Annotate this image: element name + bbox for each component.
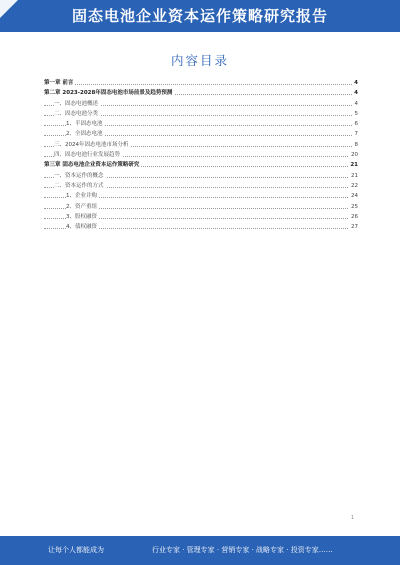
toc-entry-title: 1、半固态电池 [66, 121, 103, 128]
toc-entry-title: 3、股权融资 [66, 213, 97, 220]
toc-entry[interactable] [44, 202, 358, 212]
toc-entry-page: 8 [353, 140, 359, 150]
toc-entry-title: 第二章 2023-2028年固态电池市场前景及趋势预测 [44, 90, 173, 97]
toc-entry[interactable] [44, 171, 358, 181]
footer-tagline: 行业专家 · 管理专家 · 营销专家 · 战略专家 · 投资专家…… [152, 546, 333, 554]
toc-entry-title: 三、2024年固态电池市场分析 [54, 141, 129, 148]
toc-entry[interactable] [44, 78, 358, 88]
toc-entry-title: 2、资产重组 [66, 203, 97, 210]
toc-entry-page: 6 [353, 119, 359, 129]
toc-entry-page: 20 [349, 150, 358, 160]
toc-entry[interactable] [44, 150, 358, 160]
toc-entry[interactable] [44, 181, 358, 191]
toc-entry-title: 第一章 前言 [44, 80, 74, 86]
toc-entry-page: 26 [349, 212, 358, 222]
toc-heading: 内容目录 [170, 53, 229, 68]
toc-entry-page: 21 [348, 160, 358, 170]
toc-entry-title: 二、固态电池分类 [54, 110, 99, 117]
toc-entry[interactable] [44, 191, 358, 201]
footer-slogan: 让每个人都能成为 [48, 546, 104, 554]
toc-entry-title: 2、全固态电池 [66, 131, 103, 138]
toc-entry[interactable] [44, 140, 358, 150]
header-bar [0, 0, 400, 32]
report-title: 固态电池企业资本运作策略研究报告 [71, 7, 328, 25]
toc-entry-page: 24 [349, 191, 358, 201]
toc-entry[interactable] [44, 160, 358, 170]
toc-entry-title: 二、资本运作的方式 [54, 182, 104, 189]
toc-entry-title: 四、固态电池行业发展趋势 [54, 152, 121, 159]
toc-entry-page: 7 [353, 129, 359, 139]
toc-entry-page: 5 [353, 109, 359, 119]
toc-entry[interactable] [44, 119, 358, 129]
table-of-contents [44, 78, 358, 232]
toc-leader-dots [44, 84, 358, 85]
toc-entry-title: 1、企业并购 [66, 193, 97, 200]
toc-entry-page: 25 [349, 202, 358, 212]
toc-entry-page: 4 [352, 78, 358, 88]
footer-bar [0, 536, 400, 565]
toc-entry[interactable] [44, 129, 358, 139]
toc-entry[interactable] [44, 99, 358, 109]
toc-entry[interactable] [44, 212, 358, 222]
toc-entry-title: 第三章 固态电池企业资本运作策略研究 [44, 162, 140, 169]
toc-entry-page: 27 [349, 222, 358, 232]
toc-entry[interactable] [44, 88, 358, 98]
toc-entry-title: 一、资本运作的概念 [54, 172, 104, 179]
toc-entry-page: 22 [349, 181, 358, 191]
toc-entry-title: 一、固态电池概述 [54, 100, 99, 107]
toc-entry[interactable] [44, 109, 358, 119]
toc-entry[interactable] [44, 222, 358, 232]
page-number: 1 [350, 515, 354, 521]
toc-entry-title: 4、债权融资 [66, 224, 97, 231]
toc-entry-page: 4 [353, 99, 359, 109]
toc-entry-page: 21 [349, 171, 358, 181]
toc-entry-page: 4 [352, 88, 358, 98]
